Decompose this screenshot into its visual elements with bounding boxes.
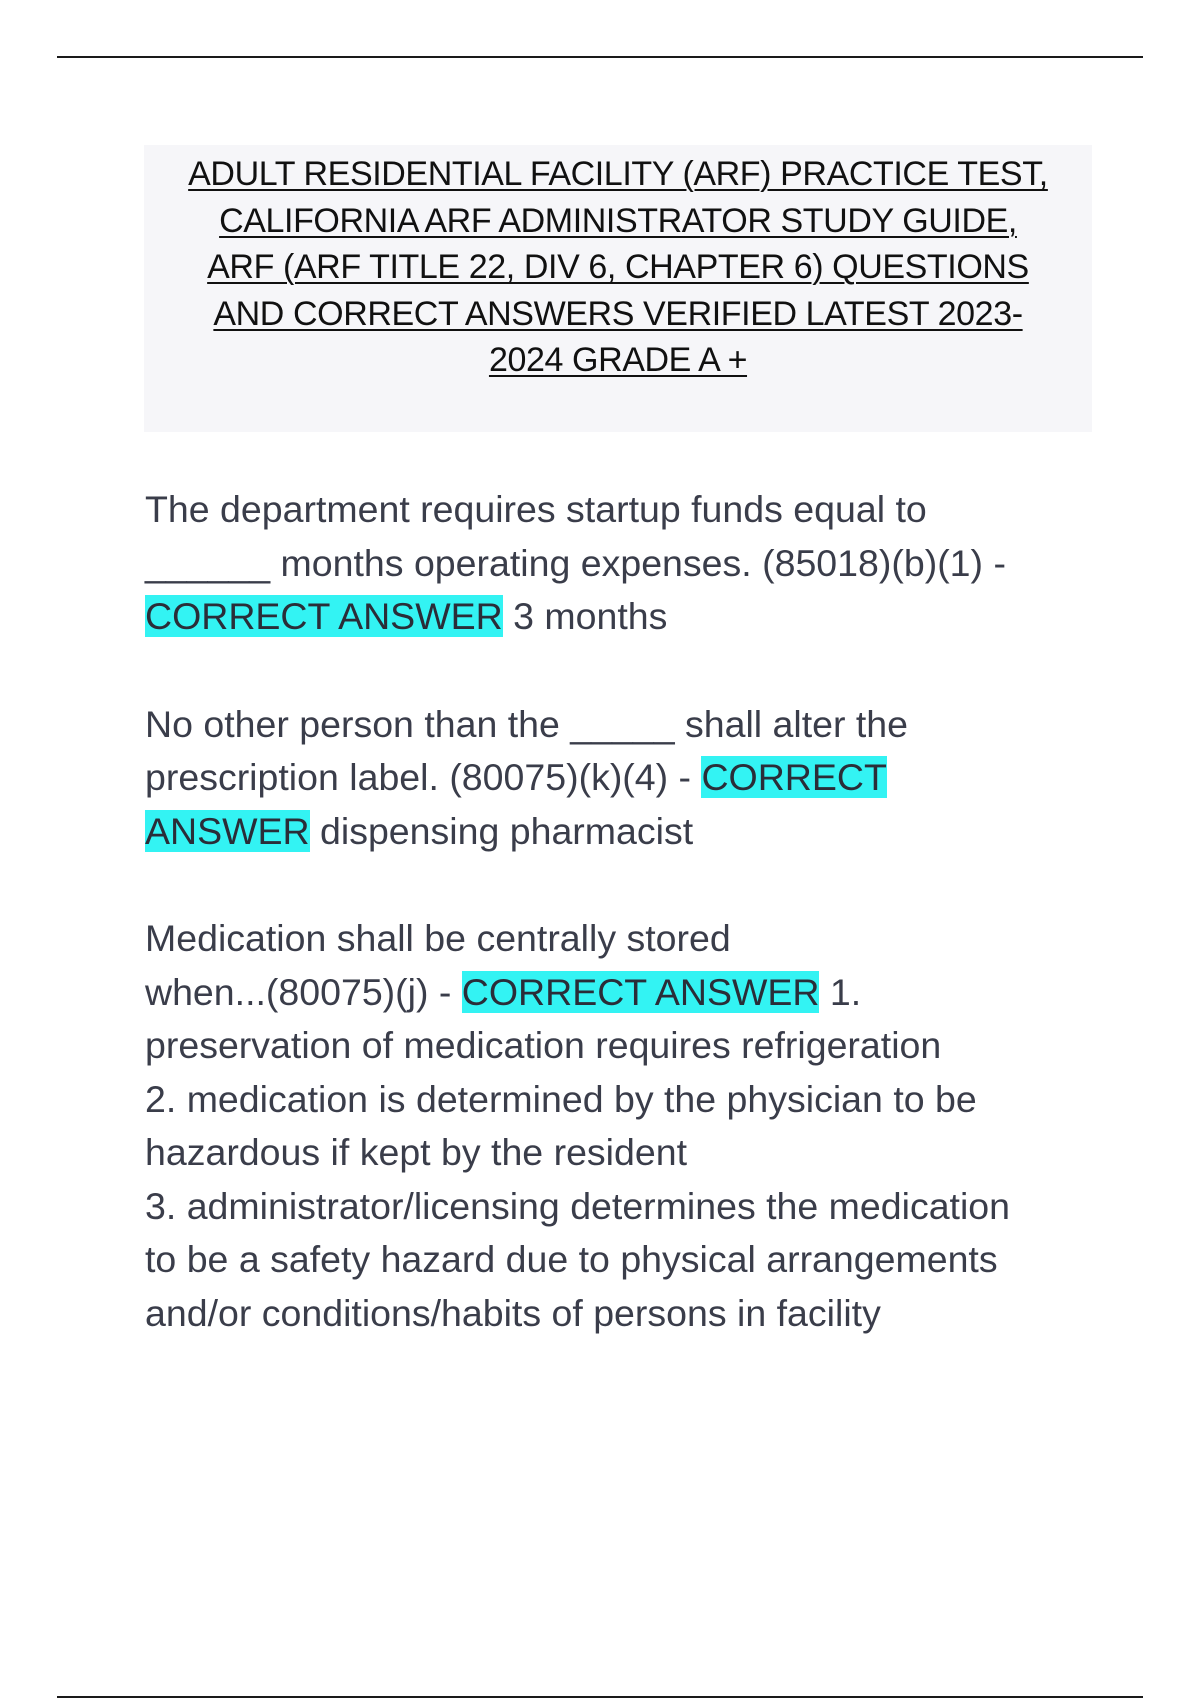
qa-item: [145, 483, 1085, 644]
correct-answer-marker: CORRECT ANSWER: [461, 970, 820, 1013]
top-rule: [57, 56, 1143, 58]
question-text: when...(80075)(j) -: [145, 970, 462, 1013]
correct-answer-marker: CORRECT ANSWER: [145, 595, 503, 637]
question-line: [145, 966, 1085, 1020]
qa-content: [145, 483, 1085, 1394]
correct-answer-marker: CORRECT: [701, 756, 887, 798]
answer-line: preservation of medication requires refrigeration: [145, 1024, 942, 1066]
answer-line: 2. medication is determined by the physician to be: [145, 1077, 977, 1120]
answer-line: and/or conditions/habits of persons in facility: [145, 1291, 881, 1334]
correct-answer-marker: ANSWER: [145, 809, 310, 852]
answer-line: [145, 590, 1085, 644]
question-line: No other person than the _____ shall alter the: [145, 702, 909, 745]
answer-line: hazardous if kept by the resident: [145, 1131, 687, 1173]
qa-item: [145, 698, 1085, 859]
answer-text: 1.: [819, 970, 862, 1013]
answer-line: 3. administrator/licensing determines the medication: [145, 1184, 1011, 1227]
title-line: ADULT RESIDENTIAL FACILITY (ARF) PRACTICE TEST,: [188, 155, 1048, 193]
title-line: ARF (ARF TITLE 22, DIV 6, CHAPTER 6) QUESTIONS: [207, 248, 1029, 286]
question-line: ______ months operating expenses. (85018)(b)(1) -: [145, 541, 1006, 584]
answer-text: 3 months: [502, 595, 668, 637]
answer-line: [145, 805, 1085, 859]
bottom-rule: [57, 1696, 1143, 1698]
title-line: 2024 GRADE A +: [488, 341, 748, 379]
answer-line: to be a safety hazard due to physical arrangements: [145, 1238, 998, 1280]
question-line: The department requires startup funds equal to: [145, 488, 927, 530]
question-text: prescription label. (80075)(k)(4) -: [145, 756, 702, 798]
qa-item: [145, 912, 1085, 1340]
title-line: CALIFORNIA ARF ADMINISTRATOR STUDY GUIDE,: [219, 201, 1017, 240]
title-line: AND CORRECT ANSWERS VERIFIED LATEST 2023-: [213, 294, 1023, 333]
answer-text: dispensing pharmacist: [309, 809, 694, 852]
question-line: [145, 751, 1085, 805]
document-title-block: [144, 145, 1092, 432]
question-line: Medication shall be centrally stored: [145, 917, 731, 959]
